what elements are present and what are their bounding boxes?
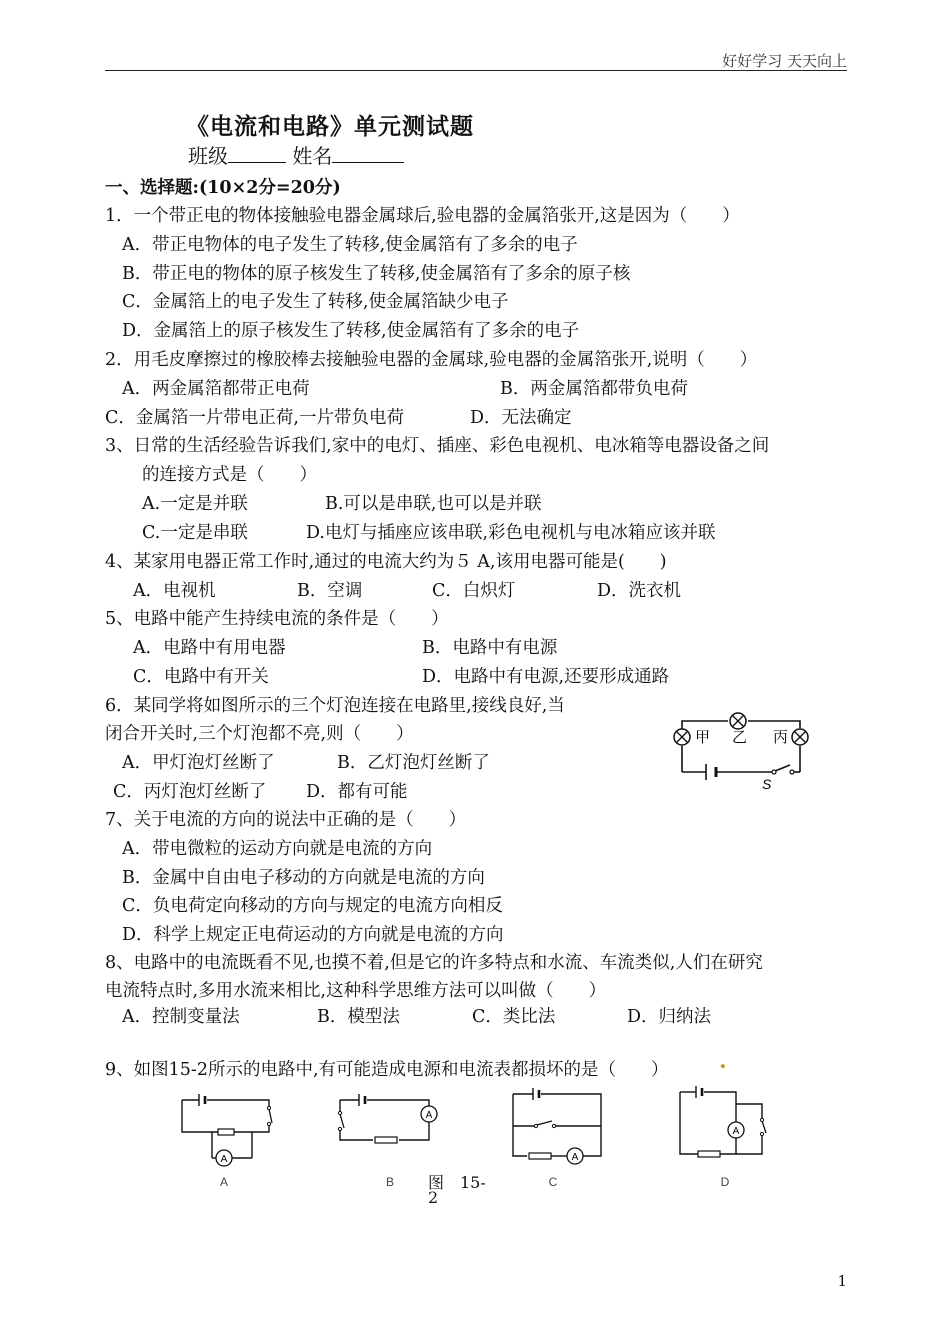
switch-icon [534,1121,555,1128]
q3-option-c: C.一定是串联 [142,523,248,543]
q3-stem-line1: 3、日常的生活经验告诉我们,家中的电灯、插座、彩色电视机、电冰箱等电器设备之间 [105,436,770,456]
section-heading: 一、选择题:(10×2分=20分) [105,178,341,198]
q9-marker-dot: . [719,1048,727,1074]
ammeter-label: A [571,1152,579,1163]
q6-stem-line1: 6．某同学将如图所示的三个灯泡连接在电路里,接线良好,当 [105,696,565,716]
label-switch: S [762,776,772,792]
battery-icon [199,1094,205,1106]
q6-option-c: C．丙灯泡灯丝断了 [113,782,267,802]
label-c: C [548,1175,558,1189]
q3-option-a: A.一定是并联 [142,494,248,514]
name-label: 姓名 [292,144,333,168]
q3-option-b: B.可以是串联,也可以是并联 [325,494,542,514]
switch-icon [772,765,794,774]
q6-option-d: D．都有可能 [306,782,408,802]
q7-option-b: B．金属中自由电子移动的方向就是电流的方向 [122,868,485,888]
q5-option-b: B．电路中有电源 [422,638,558,658]
q4-stem: 4、某家用电器正常工作时,通过的电流大约为５ A,该用电器可能是( ) [105,552,667,572]
label-a: A [219,1175,229,1189]
lamp-jia-icon [674,729,690,745]
q2-option-a: A．两金属箔都带正电荷 [122,379,310,399]
q6-option-a: A．甲灯泡灯丝断了 [122,753,275,773]
lamp-yi-icon [730,713,746,729]
label-d: D [720,1175,730,1189]
q7-option-c: C．负电荷定向移动的方向与规定的电流方向相反 [122,896,503,916]
header-motto: 好好学习 天天向上 [722,52,847,70]
switch-icon [760,1118,766,1135]
figure-caption: 图 15- [428,1173,486,1192]
q3-stem-line2: 的连接方式是（ ） [142,465,317,485]
switch-icon [267,1106,272,1125]
q6-stem-line2: 闭合开关时,三个灯泡都不亮,则（ ） [105,724,414,744]
q8-option-d: D．归纳法 [627,1007,712,1027]
resistor-icon [218,1129,234,1135]
q8-option-c: C．类比法 [472,1007,556,1027]
q9-circuit-a [174,1088,284,1188]
lamp-bing-icon [792,729,808,745]
q7-option-d: D．科学上规定正电荷运动的方向就是电流的方向 [122,925,504,945]
ammeter-icon [216,1150,232,1166]
q1-option-b: B．带正电的物体的原子核发生了转移,使金属箔有了多余的原子核 [122,264,631,284]
page-number: 1 [837,1272,847,1290]
q1-stem: 1．一个带正电的物体接触验电器金属球后,验电器的金属箔张开,这是因为（ ） [105,206,740,226]
figure-caption-cut [428,1188,439,1207]
label-bing: 丙 [773,729,789,746]
label-jia: 甲 [695,729,711,746]
resistor-icon [698,1151,720,1157]
ammeter-icon [728,1122,744,1138]
q8-option-b: B．模型法 [317,1007,400,1027]
q8-option-a: A．控制变量法 [122,1007,240,1027]
name-blank [332,144,404,163]
ammeter-icon [567,1148,583,1164]
q4-option-c: C．白炽灯 [432,581,516,601]
q7-option-a: A．带电微粒的运动方向就是电流的方向 [122,839,433,859]
q5-option-c: C．电路中有开关 [133,667,269,687]
q1-option-d: D．金属箔上的原子核发生了转移,使金属箔有了多余的电子 [122,321,580,341]
ammeter-label: A [425,1110,433,1121]
label-yi: 乙 [732,729,748,746]
q6-option-b: B．乙灯泡灯丝断了 [337,753,490,773]
header-divider [105,70,847,71]
ammeter-icon [421,1106,437,1122]
q4-option-d: D．洗衣机 [597,581,682,601]
q2-option-c: C．金属箔一片带电正荷,一片带负电荷 [105,408,404,428]
q9-stem: 9、如图15-2所示的电路中,有可能造成电源和电流表都损坏的是（ ） [105,1060,669,1080]
q2-option-b: B．两金属箔都带负电荷 [500,379,688,399]
q3-option-d: D.电灯与插座应该串联,彩色电视机与电冰箱应该并联 [306,523,716,543]
q4-option-b: B．空调 [297,581,363,601]
q9-circuit-b [333,1088,443,1188]
q9-circuit-c [505,1084,615,1188]
class-label: 班级 [188,144,228,168]
q8-stem-line2: 电流特点时,多用水流来相比,这种科学思维方法可以叫做（ ） [105,981,607,1001]
q5-option-d: D．电路中有电源,还要形成通路 [422,667,670,687]
class-blank [228,144,286,163]
q9-circuit-d [672,1084,782,1188]
label-b: B [385,1175,395,1189]
ammeter-label: A [220,1154,228,1165]
resistor-icon [375,1137,397,1143]
battery-icon [696,1086,702,1098]
student-fields [188,140,404,169]
switch-icon [338,1111,344,1130]
resistor-icon [529,1153,551,1159]
ammeter-label: A [732,1126,740,1137]
q5-stem: 5、电路中能产生持续电流的条件是（ ） [105,609,449,629]
battery-icon [533,1088,539,1100]
figure-caption-number: 2 [428,1188,439,1207]
q6-circuit-figure [662,716,822,796]
q1-option-a: A．带正电物体的电子发生了转移,使金属箔有了多余的电子 [122,235,578,255]
battery-icon [706,764,716,780]
q8-stem-line1: 8、电路中的电流既看不见,也摸不着,但是它的许多特点和水流、车流类似,人们在研究 [105,953,763,973]
q4-option-a: A．电视机 [133,581,216,601]
q7-stem: 7、关于电流的方向的说法中正确的是（ ） [105,810,467,830]
q2-stem: 2．用毛皮摩擦过的橡胶棒去接触验电器的金属球,验电器的金属箔张开,说明（ ） [105,350,758,370]
q1-option-c: C．金属箔上的电子发生了转移,使金属箔缺少电子 [122,292,509,312]
page-title: 《电流和电路》单元测试题 [186,113,474,140]
q2-option-d: D．无法确定 [470,408,572,428]
battery-icon [359,1094,365,1106]
q5-option-a: A．电路中有用电器 [133,638,286,658]
